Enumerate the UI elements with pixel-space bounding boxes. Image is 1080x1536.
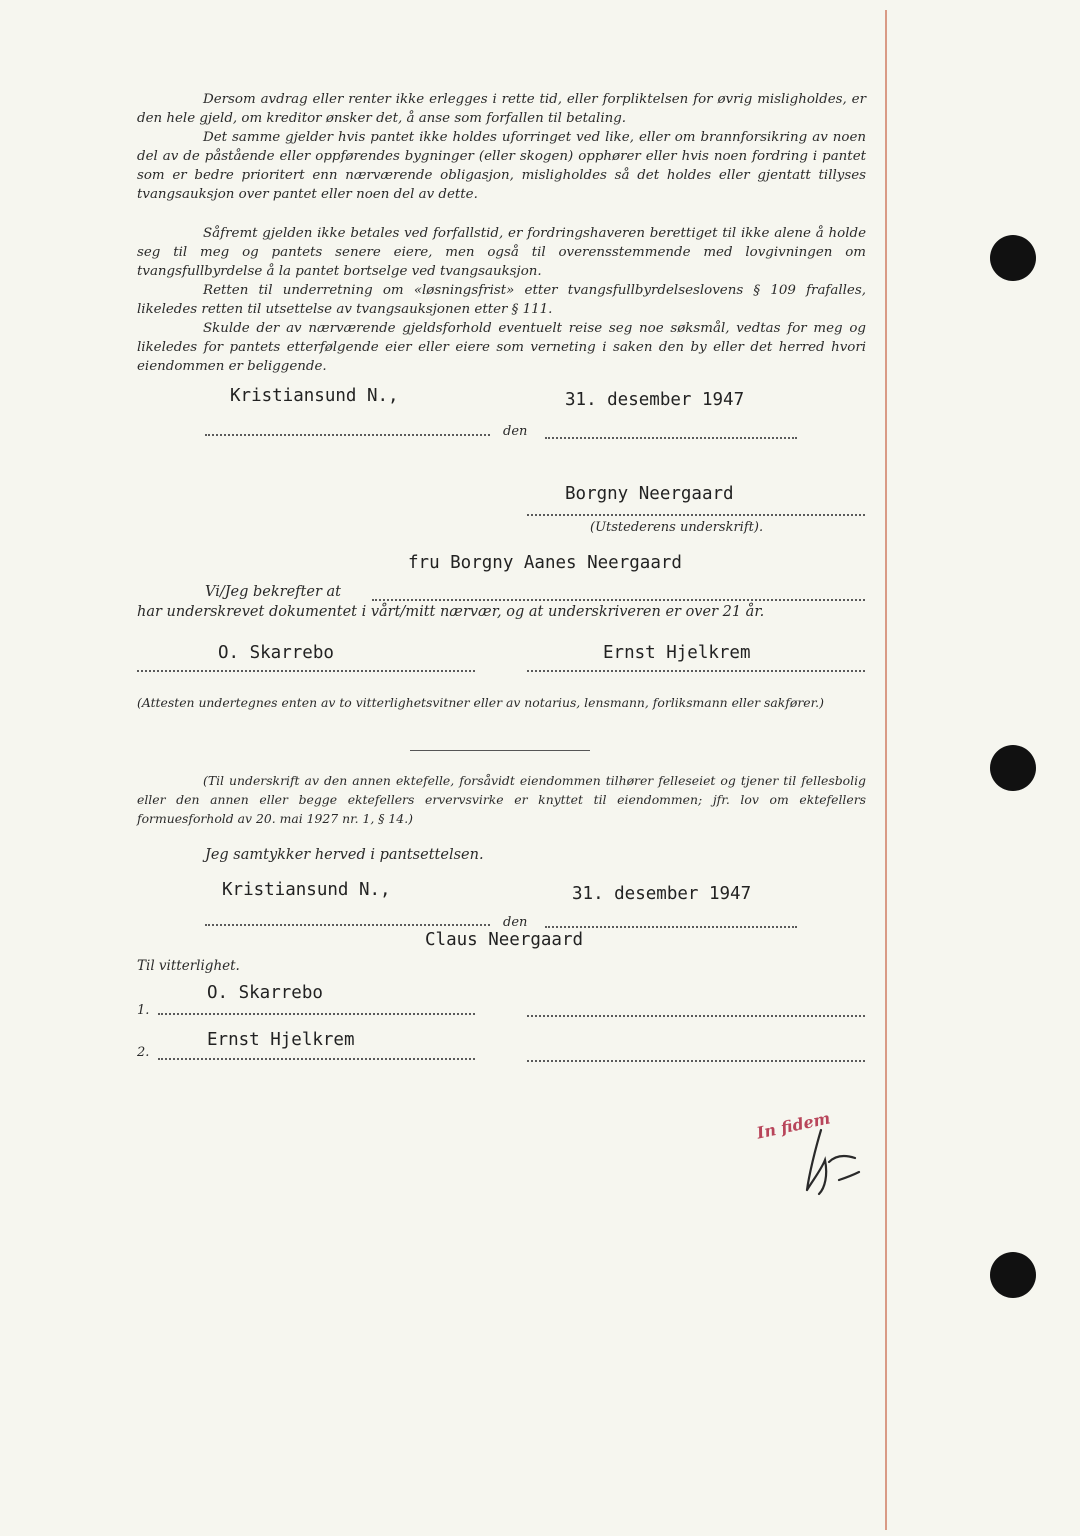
den-label-2: den: [503, 915, 528, 930]
red-margin-line: [885, 10, 887, 1530]
spouse-signature: Claus Neergaard: [425, 930, 584, 950]
place-1: Kristiansund N.,: [230, 386, 399, 406]
final-witness-1-right-line: [527, 1015, 865, 1017]
issuer-signature: Borgny Neergaard: [565, 484, 734, 504]
issuer-label: (Utstederens underskrift).: [590, 520, 764, 535]
punch-hole-middle: [990, 745, 1036, 791]
terms-paragraph-2: Det samme gjelder hvis pantet ikke holdes uforringet ved like, eller om brannforsikring av noen del av de påstående eller oppførendes bygninger (eller skogen) opphører eller hvis noen fordring i pantet som er bedre prioritert enn nærværende obligasjon, misligholdes så det holdes eller gjentatt tillyses tvangsauksjon over pantet eller noen del av dette.: [137, 130, 866, 202]
issuer-full-name: fru Borgny Aanes Neergaard: [408, 553, 682, 573]
final-witness-1-signature: O. Skarrebo: [207, 983, 323, 1003]
terms-paragraph-5: Skulde der av nærværende gjeldsforhold eventuelt reise seg noe søksmål, vedtas for meg og likeledes for pantets etterfølgende eier eller eiere som verneting i saken den by eller det herred hvori eiendommen er beliggende.: [137, 321, 866, 374]
date-1: 31. desember 1947: [565, 390, 745, 410]
date-line-2: [545, 926, 797, 928]
consent-text: Jeg samtykker herved i pantsettelsen.: [205, 847, 484, 863]
witness-number-1: 1.: [137, 1003, 150, 1018]
punch-hole-top: [990, 235, 1036, 281]
terms-paragraph-4: Retten til underretning om «løsningsfrist» etter tvangsfullbyrdelseslovens § 109 frafalles, likeledes retten til utsettelse av tvangsauksjonen etter § 111.: [137, 283, 866, 317]
final-witness-2-right-line: [527, 1060, 865, 1062]
confirm-text: har underskrevet dokumentet i vårt/mitt nærvær, og at underskriveren er over 21 år.: [137, 604, 765, 620]
witness-1-signature: O. Skarrebo: [218, 643, 334, 663]
place-line-2: [205, 924, 490, 926]
issuer-signature-line: [527, 514, 865, 516]
place-2: Kristiansund N.,: [222, 880, 391, 900]
date-line-1: [545, 437, 797, 439]
witness-1-line: [137, 670, 475, 672]
confirm-prefix: Vi/Jeg bekrefter at: [205, 584, 341, 600]
final-witness-1-line: [158, 1013, 475, 1015]
til-vitterlighet-label: Til vitterlighet.: [137, 958, 240, 974]
witness-2-signature: Ernst Hjelkrem: [603, 643, 751, 663]
divider-rule: [410, 750, 590, 751]
witness-number-2: 2.: [137, 1045, 150, 1060]
place-line-1: [205, 434, 490, 436]
initials-scribble: [795, 1120, 875, 1200]
date-2: 31. desember 1947: [572, 884, 752, 904]
terms-paragraph-3: Såfremt gjelden ikke betales ved forfallstid, er fordringshaveren berettiget til ikke alene å holde seg til meg og pantets senere eiere, men også til overensstemmende med lovgivningen om tvangsfullbyrdelse å la pantet bortselge ved tvangsauksjon.: [137, 226, 866, 279]
spouse-note: (Til underskrift av den annen ektefelle, forsåvidt eiendommen tilhører felleseiet og tjener til fellesbolig eller den annen eller begge ektefellers ervervsvirke er knyttet til eiendommen; jfr. lov om ektefellers formuesforhold av 20. mai 1927 nr. 1, § 14.): [137, 773, 866, 826]
in-fidem-stamp: In fidem: [755, 1108, 832, 1143]
final-witness-2-line: [158, 1058, 475, 1060]
den-label-1: den: [503, 424, 528, 439]
terms-paragraph-1: Dersom avdrag eller renter ikke erlegges i rette tid, eller forpliktelsen for øvrig misligholdes, er den hele gjeld, om kreditor ønsker det, å anse som forfallen til betaling.: [137, 92, 866, 126]
witness-2-line: [527, 670, 865, 672]
final-witness-2-signature: Ernst Hjelkrem: [207, 1030, 355, 1050]
confirm-name-line: [372, 599, 865, 601]
punch-hole-bottom: [990, 1252, 1036, 1298]
attest-note: (Attesten undertegnes enten av to vitterlighetsvitner eller av notarius, lensmann, forliksmann eller sakfører.): [137, 695, 824, 710]
